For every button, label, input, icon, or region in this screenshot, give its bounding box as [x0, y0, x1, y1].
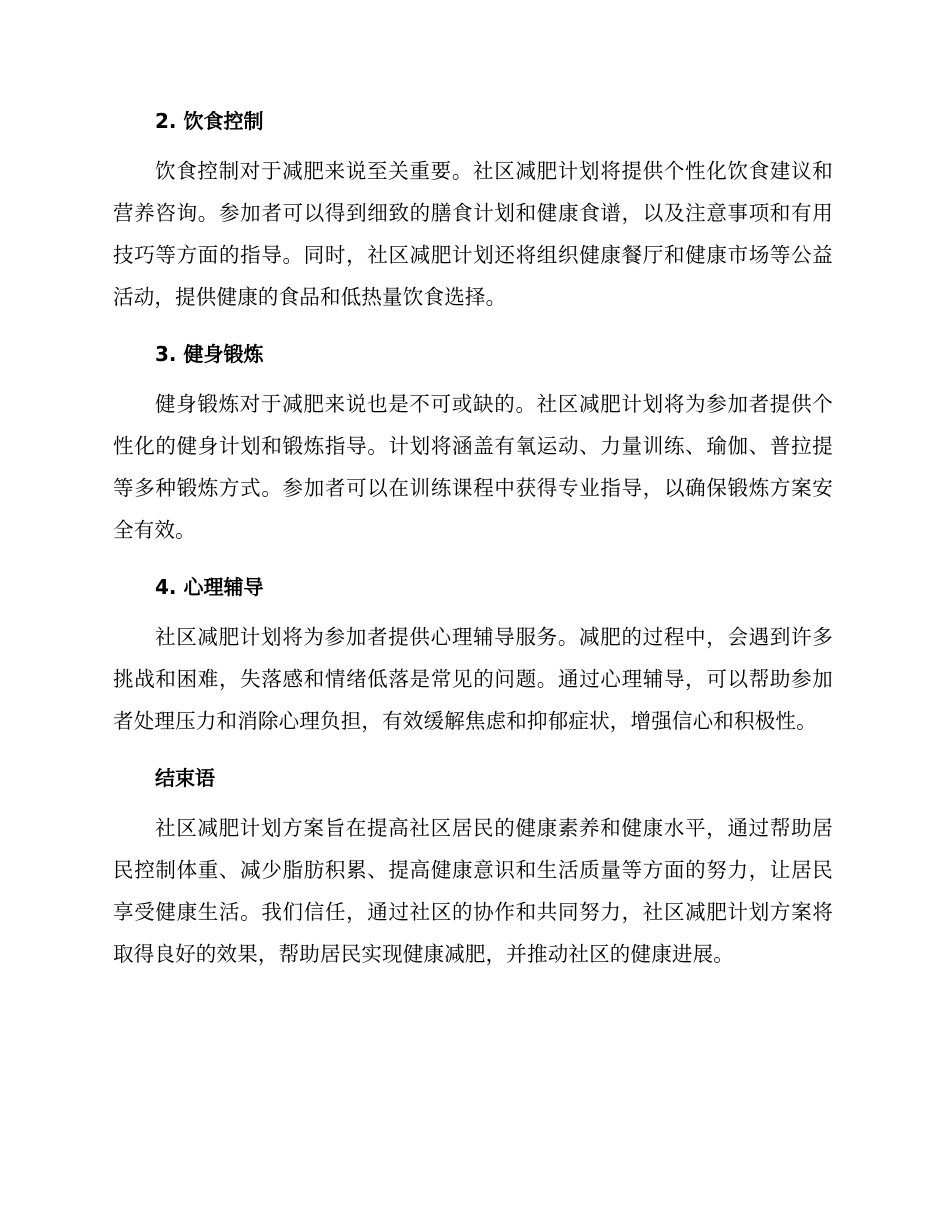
section-body-fitness: 健身锻炼对于减肥来说也是不可或缺的。社区减肥计划将为参加者提供个性化的健身计划和锻炼指导。计划将涵盖有氧运动、力量训练、瑜伽、普拉提等多种锻炼方式。参加者可以在训练课程中获得专业指导，以确保锻炼方案安全有效。 — [113, 392, 833, 542]
section-heading-fitness: 3. 健身锻炼 — [155, 342, 264, 366]
section-heading-counseling: 4. 心理辅导 — [155, 575, 264, 599]
document-content — [113, 107, 833, 975]
section-body-diet: 饮食控制对于减肥来说至关重要。社区减肥计划将提供个性化饮食建议和营养咨询。参加者可以得到细致的膳食计划和健康食谱，以及注意事项和有用技巧等方面的指导。同时，社区减肥计划还将组织健康餐厅和健康市场等公益活动，提供健康的食品和低热量饮食选择。 — [113, 159, 833, 309]
section-heading-diet: 2. 饮食控制 — [155, 109, 264, 133]
section-body-conclusion: 社区减肥计划方案旨在提高社区居民的健康素养和健康水平，通过帮助居民控制体重、减少脂肪积累、提高健康意识和生活质量等方面的努力，让居民享受健康生活。我们信任，通过社区的协作和共同努力，社区减肥计划方案将取得良好的效果，帮助居民实现健康减肥，并推动社区的健康进展。 — [113, 816, 833, 966]
section-heading-conclusion: 结束语 — [155, 766, 215, 790]
section-body-counseling: 社区减肥计划将为参加者提供心理辅导服务。减肥的过程中，会遇到许多挑战和困难，失落感和情绪低落是常见的问题。通过心理辅导，可以帮助参加者处理压力和消除心理负担，有效缓解焦虑和抑郁症状，增强信心和积极性。 — [113, 625, 833, 733]
